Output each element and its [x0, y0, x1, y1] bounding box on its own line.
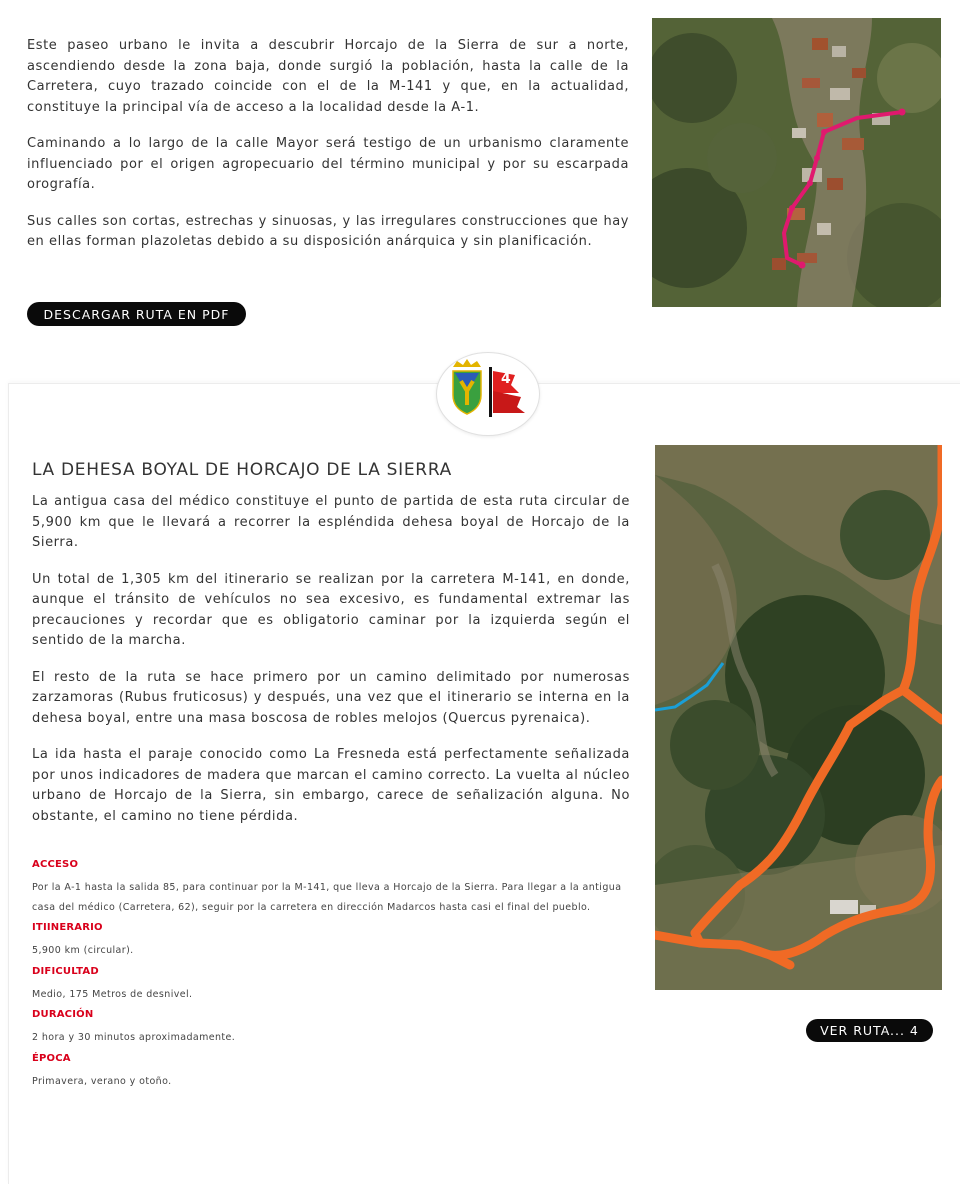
intro-paragraph: Este paseo urbano le invita a descubrir Horcajo de la Sierra de sur a norte, ascendiendo desde la zona baja, donde surgió la población, hasta la calle de la Carretera, cuyo trazado coincide con el de la M-141 y que, en la actualidad, constituye la principal vía de acceso a la localidad desde la A-1.: [27, 38, 629, 115]
urban-route-map[interactable]: [652, 18, 941, 307]
route-paragraph: Un total de 1,305 km del itinerario se realizan por la carretera M-141, en donde, aunque el tránsito de vehículos no sea excesivo, es fundamental extremar las precauciones y recordar que es obligatorio caminar por la izquierda según el sentido de la marcha.: [32, 571, 630, 648]
coat-of-arms-icon: [437, 353, 539, 435]
route-paragraph: El resto de la ruta se hace primero por un camino delimitado por numerosas zarzamoras (Rubus fruticosus) y después, una vez que el itinerario se interna en la dehesa boyal, entre una masa boscosa de robles melojos (Quercus pyrenaica).: [32, 669, 630, 726]
info-label-duracion: DURACIÓN: [32, 1009, 94, 1020]
info-value-acceso: Por la A-1 hasta la salida 85, para continuar por la M-141, que lleva a Horcajo de la Sierra. Para llegar a la antigua casa del médico (Carretera, 62), seguir por la carretera en dirección Madarcos hasta casi el final del pueblo.: [32, 882, 622, 913]
info-label-dificultad: DIFICULTAD: [32, 965, 99, 977]
intro-text: [27, 36, 629, 269]
route-paragraph: La antigua casa del médico constituye el punto de partida de esta ruta circular de 5,900 km que le llevará a recorrer la espléndida dehesa boyal de Horcajo de la Sierra.: [32, 494, 630, 550]
dehesa-route-map[interactable]: [655, 445, 942, 990]
info-value-epoca: Primavera, verano y otoño.: [32, 1075, 172, 1087]
info-value-itinerario: 5,900 km (circular).: [32, 945, 134, 956]
ver-ruta-button[interactable]: VER RUTA... 4: [806, 1019, 933, 1042]
info-label-itinerario: ITIINERARIO: [32, 922, 103, 933]
intro-paragraph: Caminando a lo largo de la calle Mayor será testigo de un urbanismo claramente influenciado por el origen agropecuario del término municipal y por su escarpada orografía.: [27, 136, 629, 192]
route-description: [32, 492, 630, 843]
route-info: [32, 858, 632, 1095]
info-label-acceso: ACCESO: [32, 859, 79, 870]
info-label-epoca: ÉPOCA: [32, 1052, 71, 1064]
route-title: LA DEHESA BOYAL DE HORCAJO DE LA SIERRA: [32, 460, 452, 480]
info-value-dificultad: Medio, 175 Metros de desnivel.: [32, 988, 193, 1000]
route-paragraph: La ida hasta el paraje conocido como La Fresneda está perfectamente señalizada por unos indicadores de madera que marcan el camino correcto. La vuelta al núcleo urbano de Horcajo de la Sierra, sin embargo, carece de señalización alguna. No obstante, el camino no tiene pérdida.: [32, 747, 630, 824]
intro-paragraph: Sus calles son cortas, estrechas y sinuosas, y las irregulares construcciones que hay en ellas forman plazoletas debido a su disposición anárquica y sin planificación.: [27, 213, 629, 249]
info-value-duracion: 2 hora y 30 minutos aproximadamente.: [32, 1032, 236, 1043]
download-pdf-button[interactable]: DESCARGAR RUTA EN PDF: [27, 302, 246, 326]
route-emblem: [436, 352, 540, 436]
route-number-badge: 4: [501, 371, 511, 387]
